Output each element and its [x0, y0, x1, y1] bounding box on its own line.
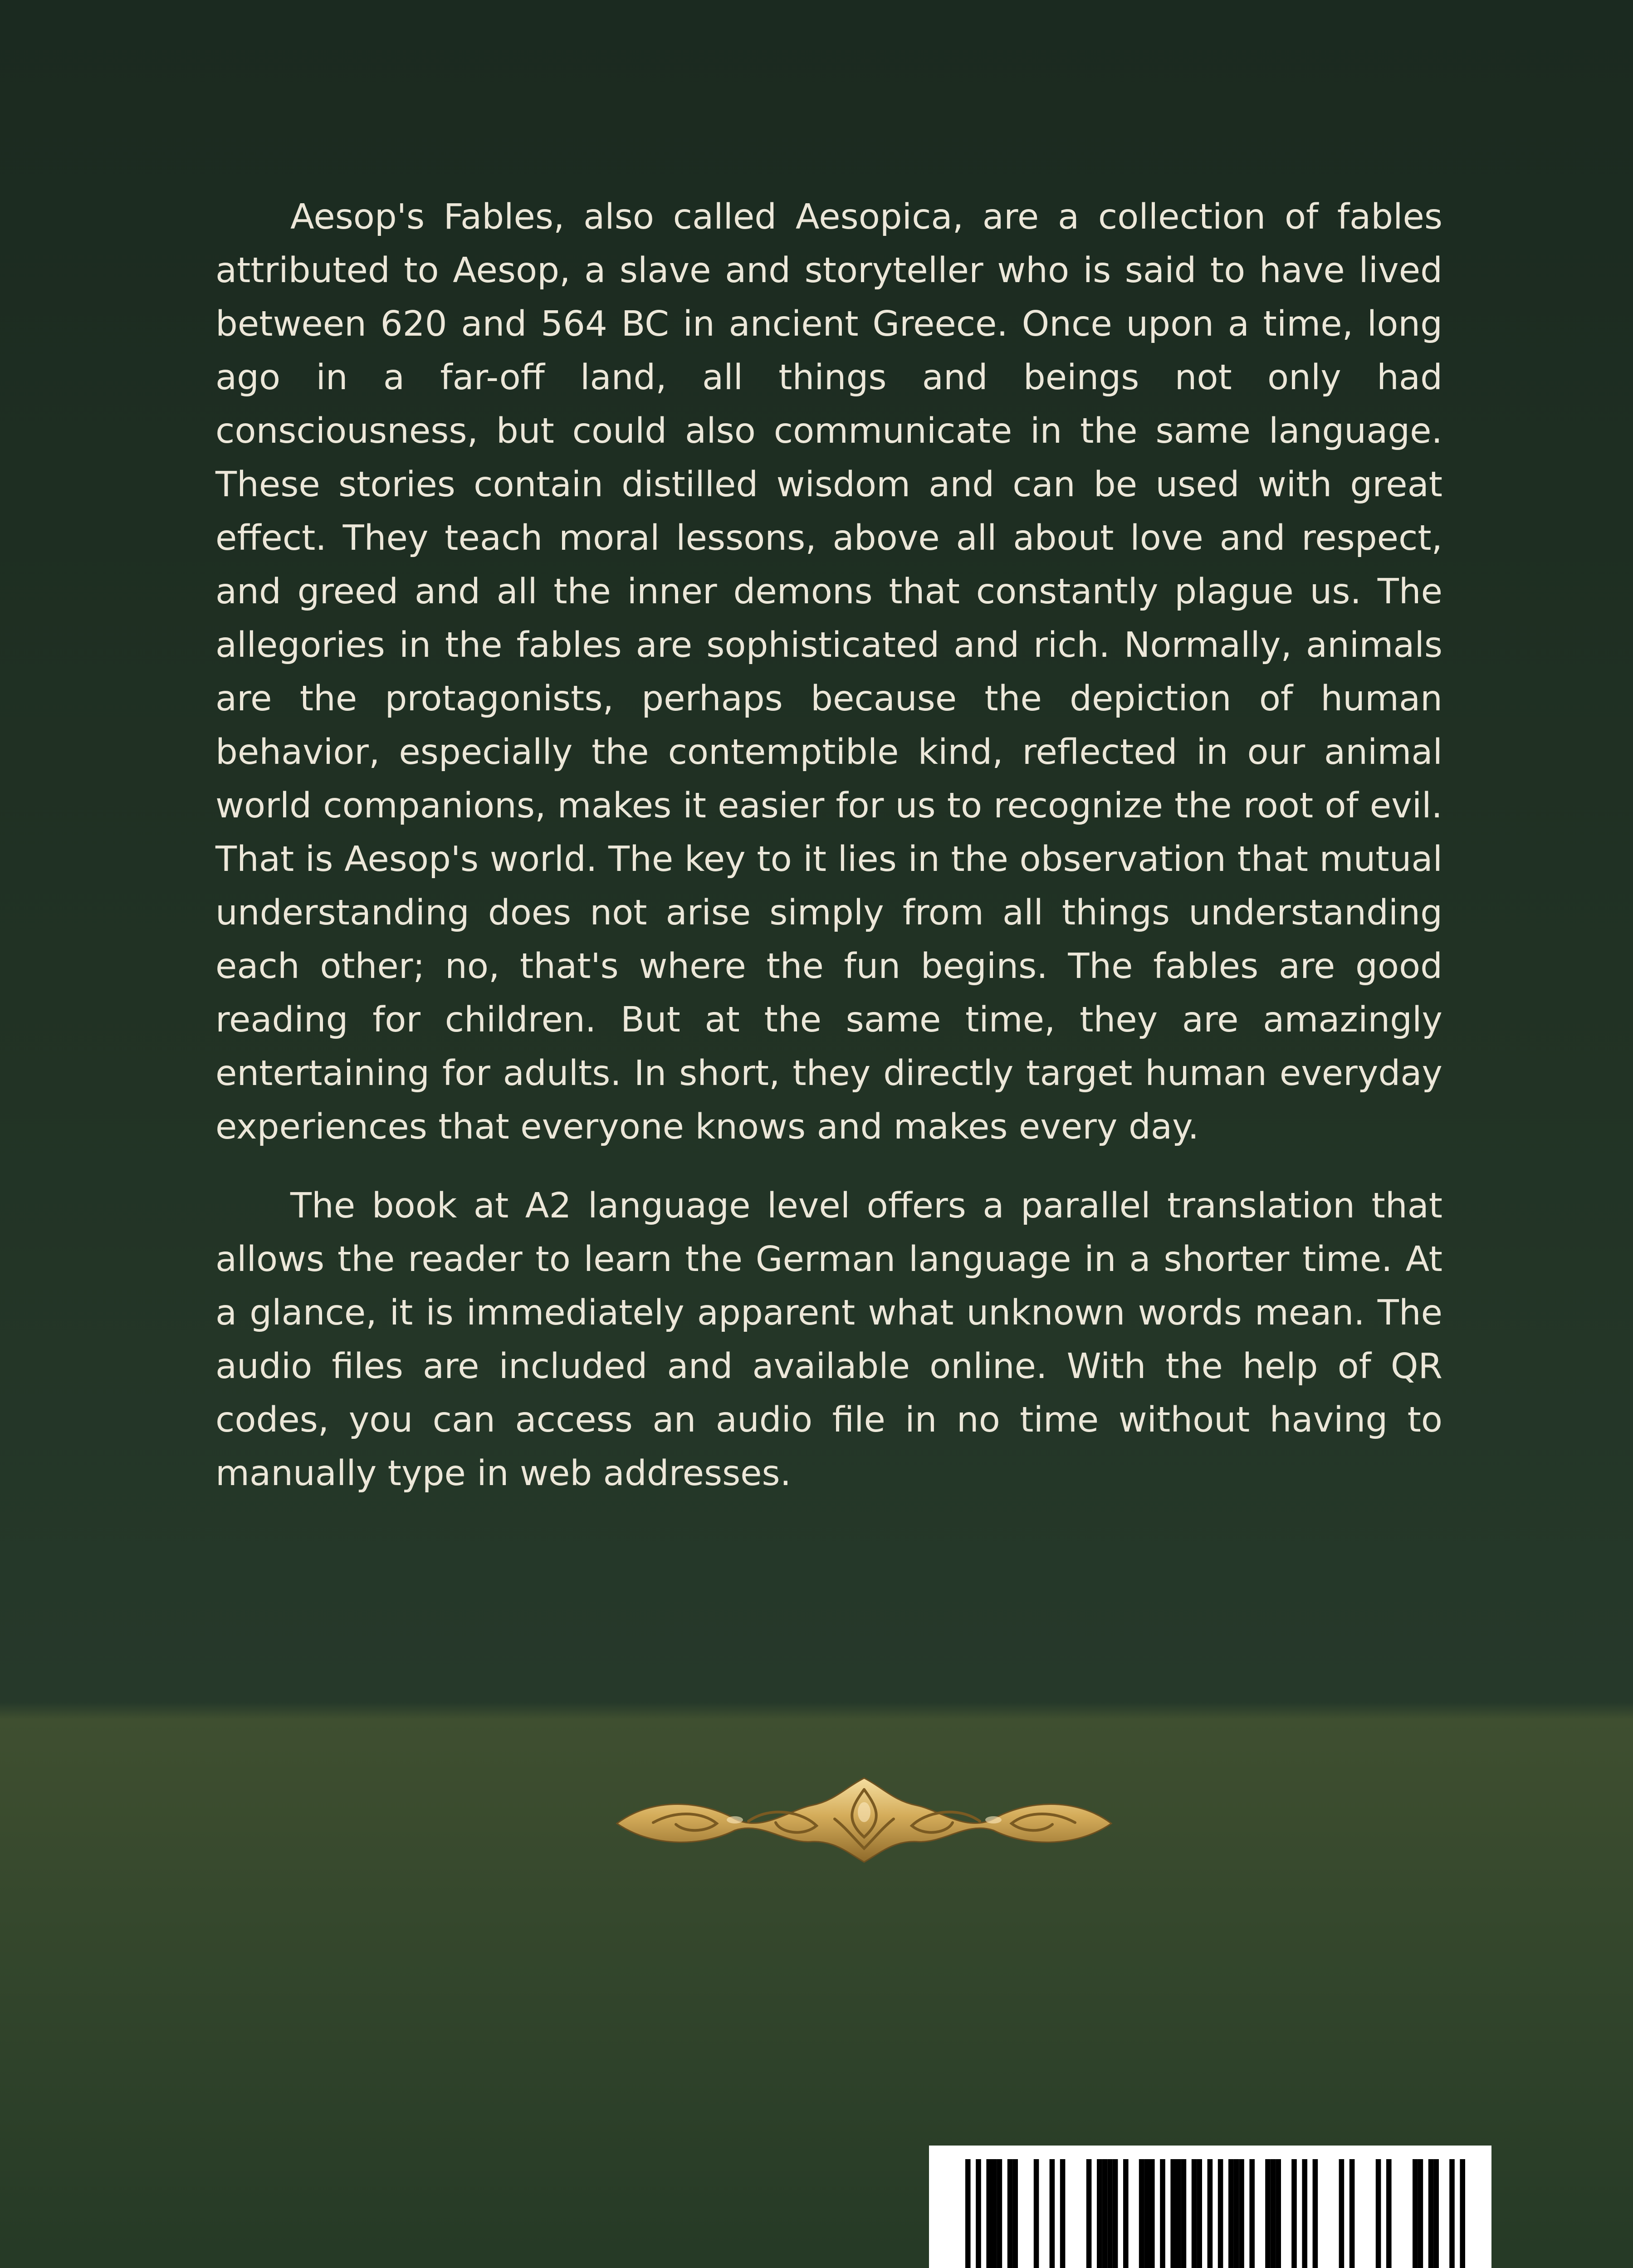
barcode-bar	[1386, 2159, 1392, 2268]
barcode-bar	[1376, 2159, 1381, 2268]
barcode-bar	[1418, 2159, 1423, 2268]
barcode-bar	[1271, 2159, 1276, 2268]
barcode-bar	[1234, 2159, 1239, 2268]
barcode-bar	[1449, 2159, 1455, 2268]
barcode-bar	[1170, 2159, 1176, 2268]
barcode-bar	[1060, 2159, 1066, 2268]
barcode-bar	[1144, 2159, 1149, 2268]
barcode-bar	[1349, 2159, 1355, 2268]
barcode-bar	[1012, 2159, 1018, 2268]
barcode-bar	[997, 2159, 1002, 2268]
blurb-text	[215, 191, 1442, 1526]
barcode-bar	[1218, 2159, 1223, 2268]
blurb-paragraph-1: Aesop's Fables, also called Aesopica, are a collection of fables attributed to Aesop, a slave and storyteller who is said to have lived between 620 and 564 BC in ancient Greece. Once upon a time, long ago in a far-off land, all things and beings not only had consciousness, but could also communicate in the same language. These stories contain distilled wisdom and can be used with great effect. They teach moral lessons, above all about love and respect, and greed and all the inner demons that constantly plague us. The allegories in the fables are sophisticated and rich. Normally, animals are the protagonists, perhaps because the depiction of human behavior, especially the contemptible kind, reflected in our animal world companions, makes it easier for us to recognize the root of evil. That is Aesop's world. The key to it lies in the observation that mutual understanding does not arise simply from all things understanding each other; no, that's where the fun begins. The fables are good reading for children. But at the same time, they are amazingly entertaining for adults. In short, they directly target human everyday experiences that everyone knows and makes every day.	[215, 197, 1442, 1147]
barcode-bar	[1265, 2159, 1271, 2268]
barcode-bar	[1197, 2159, 1202, 2268]
barcode-bar	[1149, 2159, 1155, 2268]
barcode-bar	[1102, 2159, 1108, 2268]
barcode-bar	[1276, 2159, 1281, 2268]
barcode-bar	[1302, 2159, 1307, 2268]
barcode-bar	[1123, 2159, 1129, 2268]
blurb-paragraph-2: The book at A2 language level offers a parallel translation that allows the reader to learn the German language in a shorter time. At a glance, it is immediately apparent what unknown words mean. The audio files are included and available online. With the help of QR codes, you can access an audio file in no time without having to manually type in web addresses.	[215, 1186, 1442, 1494]
barcode-bar	[1208, 2159, 1213, 2268]
barcode-bar	[1428, 2159, 1434, 2268]
barcode-bar	[1291, 2159, 1297, 2268]
barcode-bar	[1107, 2159, 1113, 2268]
barcode-bar	[1113, 2159, 1118, 2268]
barcode-bar	[1139, 2159, 1144, 2268]
barcode-bar	[1192, 2159, 1197, 2268]
barcode-bar	[1050, 2159, 1055, 2268]
barcode-bar	[976, 2159, 981, 2268]
barcode-bar	[986, 2159, 992, 2268]
barcode-bar	[1176, 2159, 1181, 2268]
barcode-bar	[1249, 2159, 1255, 2268]
barcode-bar	[1181, 2159, 1187, 2268]
barcode-bar	[1239, 2159, 1244, 2268]
barcode-bar	[1160, 2159, 1165, 2268]
barcode-bar	[1413, 2159, 1418, 2268]
barcode-bar	[1339, 2159, 1345, 2268]
barcode-bar	[1313, 2159, 1318, 2268]
barcode-bar	[1034, 2159, 1039, 2268]
barcode-bar	[1228, 2159, 1234, 2268]
isbn-barcode	[929, 2146, 1491, 2268]
gold-scroll-ornament	[599, 1769, 1129, 1869]
barcode-bars	[929, 2146, 1491, 2268]
barcode-bar	[1097, 2159, 1102, 2268]
barcode-bar	[1460, 2159, 1465, 2268]
barcode-bar	[992, 2159, 997, 2268]
barcode-bar	[1433, 2159, 1439, 2268]
barcode-bar	[1086, 2159, 1092, 2268]
barcode-bar	[965, 2159, 971, 2268]
barcode-bar	[1007, 2159, 1013, 2268]
